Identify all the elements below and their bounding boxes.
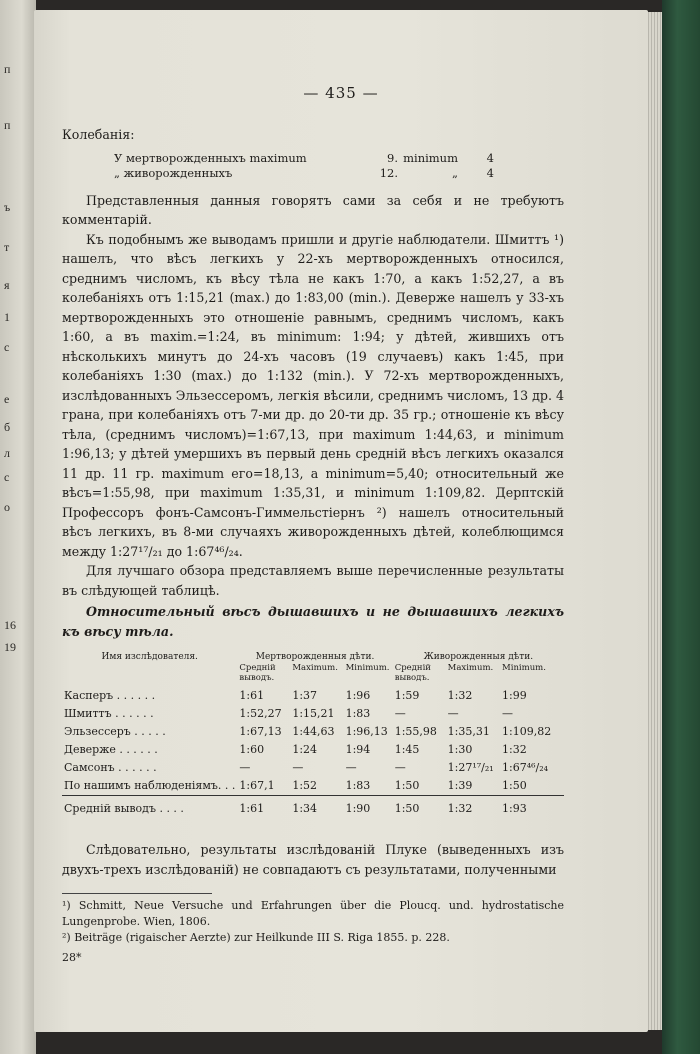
table-cell: 1:37: [292, 689, 318, 702]
left-page-fragment: е: [4, 392, 10, 406]
table-cell: 1:61: [237, 796, 290, 819]
table-cell: —: [394, 761, 406, 774]
row-name: Эльзессеръ . . . . .: [64, 725, 166, 738]
table-cell: 1:109,82: [502, 725, 552, 738]
table-cell: —: [345, 761, 357, 774]
table-cell: —: [394, 707, 406, 720]
row-name: По нашимъ наблюденіямъ. . .: [64, 779, 236, 792]
table-cell: 1:39: [447, 779, 473, 792]
paragraph: Къ подобнымъ же выводамъ пришли и другіе наблюдатели. Шмиттъ ¹) нашелъ, что вѣсъ легкихъ у 22-хъ мертворожденныхъ относился, среднимъ числомъ, къ вѣсу тѣла не какъ 1:70, а какъ 1:52,27, а въ колебаніяхъ отъ 1:15,21 (max.) до 1:83,00 (min.). Деверже нашелъ у 33-хъ мертворожденныхъ это отношеніе равнымъ, среднимъ числомъ, какъ 1:60, а въ maxim.=1:24, въ minimum: 1:94; у дѣтей, жившихъ отъ нѣсколькихъ минутъ до 24-хъ часовъ (19 случаевъ) какъ 1:45, при колебаніяхъ 1:30 (max.) до 1:132 (min.). У 72-хъ мертворожденныхъ, изслѣдованныхъ Эльзессеромъ, легкія вѣсили, среднимъ числомъ, 13 др. 4 грана, при колебаніяхъ отъ 7-ми др. до 20-ти др. 35 гр.; отношеніе къ вѣсу тѣла, (среднимъ числомъ)=1:67,13, при maximum 1:44,63, и minimum 1:96,13; у дѣтей умершихъ въ первый день средній вѣсъ легкихъ оказался 11 др. 11 гр. maximum его=18,13, а minimum=5,40; относительный же вѣсъ=1:55,98, при maximum 1:35,31, и minimum 1:109,82. Дерптскій Профессоръ фонъ-Самсонъ-Гиммельстіернъ ²) нашелъ относительный вѣсъ легкихъ, въ 8-ми случаяхъ живорожденныхъ дѣтей, колеблющимся между 1:27¹⁷/₂₁ до 1:67⁴⁶/₂₄.: [62, 231, 564, 559]
footnote-divider: [62, 893, 212, 894]
table-cell: 1:30: [447, 743, 473, 756]
left-page-fragment: о: [4, 500, 10, 514]
footnote: ¹) Schmitt, Neue Versuche und Erfahrungen über die Ploucq. und. hydrostatische Lungenprobe. Wien, 1806.: [62, 899, 564, 928]
table-cell: 1:50: [394, 779, 420, 792]
left-page-fragment: п: [4, 118, 11, 132]
left-page-fragment: 1: [4, 310, 10, 324]
group-header-stillborn: Мертворожденныя дѣти.: [255, 652, 375, 662]
fluctuations-max: 9.: [387, 150, 398, 165]
table-cell: 1:67⁴⁶/₂₄: [502, 761, 549, 774]
name-column-header: Имя изслѣдователя.: [101, 652, 198, 662]
table-cell: 1:93: [500, 796, 564, 819]
table-cell: 1:44,63: [292, 725, 335, 738]
table-cell: 1:35,31: [447, 725, 490, 738]
fluctuations-min-word: minimum: [403, 150, 458, 165]
table-cell: 1:83: [345, 779, 371, 792]
paragraph: Слѣдовательно, результаты изслѣдованій Плуке (выведенныхъ изъ двухъ-трехъ изслѣдованій) не совпадаютъ съ результатами, полученными: [62, 842, 564, 877]
table-row: [62, 705, 564, 723]
table-cell: —: [502, 707, 514, 720]
table-cell: —: [447, 707, 459, 720]
table-cell: 1:52: [292, 779, 318, 792]
table-cell: 1:96: [345, 689, 371, 702]
table-cell: 1:60: [239, 743, 265, 756]
footnotes: [62, 898, 564, 946]
table-cell: 1:99: [502, 689, 527, 702]
table-cell: 1:32: [446, 796, 500, 819]
left-page-fragment: б: [4, 420, 11, 434]
left-page-fragment: с: [4, 340, 10, 354]
row-name: Касперъ . . . . . .: [64, 689, 156, 702]
table-cell: 1:61: [239, 689, 265, 702]
book-cover: [662, 0, 700, 1054]
left-page-fragment: п: [4, 62, 11, 76]
table-cell: 1:67,1: [239, 779, 275, 792]
row-name: Средній выводъ . . . .: [62, 796, 237, 819]
table-row: [62, 777, 564, 796]
table-cell: 1:55,98: [394, 725, 437, 738]
group-header-liveborn: Живорожденныя дѣти.: [423, 652, 534, 662]
column-header: Maximum.: [447, 663, 494, 673]
table-cell: 1:32: [447, 689, 473, 702]
table-cell: 1:24: [292, 743, 318, 756]
table-cell: 1:15,21: [292, 707, 335, 720]
left-page-fragment: 16: [4, 618, 16, 632]
table-row: [62, 687, 564, 705]
fluctuations-row-label: У мертворожденныхъ maximum: [114, 150, 307, 165]
left-page-fragment: ъ: [4, 200, 11, 214]
book-page: [34, 10, 648, 1032]
column-header: Minimum.: [502, 663, 546, 673]
left-page-fragment: л: [4, 446, 10, 460]
paragraph: Представленныя данныя говорятъ сами за себя и не требуютъ комментарій.: [62, 192, 564, 227]
fluctuations-row-label: „ живорожденныхъ: [114, 165, 233, 180]
table-row: [62, 759, 564, 777]
left-page-edge: [0, 0, 36, 1054]
row-name: Деверже . . . . . .: [64, 743, 158, 756]
results-table: [62, 651, 564, 818]
table-row: [62, 741, 564, 759]
table-cell: 1:59: [394, 689, 420, 702]
column-header: Средній выводъ.: [239, 663, 276, 683]
table-cell: —: [239, 761, 251, 774]
footnote: ²) Beiträge (rigaischer Aerzte) zur Heilkunde III S. Riga 1855. p. 228.: [62, 931, 450, 944]
table-cell: 1:50: [502, 779, 527, 792]
table-cell: 1:27¹⁷/₂₁: [447, 761, 494, 774]
table-cell: 1:45: [394, 743, 420, 756]
table-cell: 1:50: [393, 796, 446, 819]
table-cell: 1:83: [345, 707, 371, 720]
table-cell: 1:52,27: [239, 707, 282, 720]
page-content: [62, 125, 564, 968]
left-page-fragment: с: [4, 470, 10, 484]
table-cell: 1:32: [502, 743, 527, 756]
table-cell: —: [292, 761, 304, 774]
summary-row: [62, 796, 564, 819]
fluctuations-max: 12.: [379, 165, 398, 180]
paragraph: Для лучшаго обзора представляемъ выше перечисленные результаты въ слѣдующей таблицѣ.: [62, 563, 564, 598]
table-cell: 1:90: [344, 796, 393, 819]
table-title: Относительный вѣсъ дышавшихъ и не дышавшихъ легкихъ къ вѣсу тѣла.: [62, 604, 564, 639]
column-header: Minimum.: [345, 663, 390, 673]
fluctuations-row: [62, 166, 564, 181]
table-cell: 1:96,13: [345, 725, 388, 738]
fluctuations-row: [62, 151, 564, 166]
signature-mark: 28*: [62, 951, 82, 964]
row-name: Самсонъ . . . . . .: [64, 761, 157, 774]
table-cell: 1:67,13: [239, 725, 282, 738]
page-number: — 435 —: [303, 84, 379, 102]
table-cell: 1:34: [290, 796, 343, 819]
left-page-fragment: я: [4, 278, 10, 292]
fluctuations-min: 4: [486, 165, 494, 180]
fluctuations-min-word: „: [452, 165, 458, 180]
table-cell: 1:94: [345, 743, 371, 756]
column-header: Средній выводъ.: [394, 663, 431, 683]
left-page-fragment: т: [4, 240, 10, 254]
fluctuations-label: Колебанія:: [62, 127, 135, 142]
row-name: Шмиттъ . . . . . .: [64, 707, 154, 720]
left-page-fragment: 19: [4, 640, 16, 654]
table-row: [62, 723, 564, 741]
fluctuations-min: 4: [486, 150, 494, 165]
column-header: Maximum.: [292, 663, 338, 673]
